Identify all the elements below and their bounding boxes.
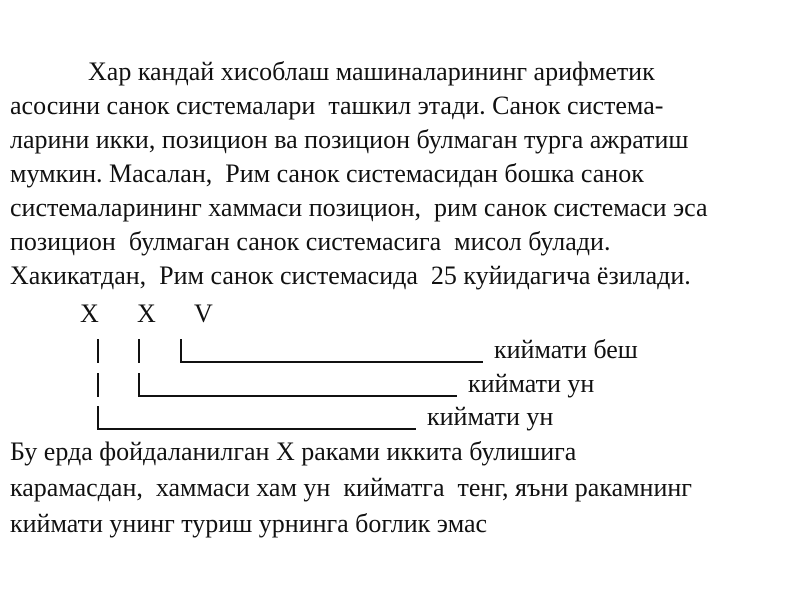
connector-x1 bbox=[97, 373, 99, 397]
roman-digit-v: V bbox=[194, 299, 213, 328]
value-label-ten: киймати ун bbox=[427, 402, 554, 431]
diagram-row-v bbox=[0, 333, 800, 367]
value-label-ten: киймати ун bbox=[468, 369, 595, 398]
leader-line-x2 bbox=[139, 395, 457, 397]
text-line: ларини икки, позицион ва позицион булмаган турга ажратиш bbox=[10, 125, 689, 154]
diagram-row-x2 bbox=[0, 367, 800, 401]
text-line: позицион булмаган санок системасига мисол булади. bbox=[10, 227, 611, 256]
text-line: киймати унинг туриш урнинга боглик эмас bbox=[10, 509, 488, 538]
text-line: Хар кандай хисоблаш машиналарининг арифметик bbox=[10, 57, 655, 86]
text-line: асосини санок системалари ташкил этади. Санок система- bbox=[10, 91, 664, 120]
leader-line-x1 bbox=[98, 428, 416, 430]
connector-x2 bbox=[138, 373, 140, 397]
text-line: Бу ерда фойдаланилган X раками иккита булишига bbox=[10, 437, 577, 466]
value-label-five: киймати беш bbox=[494, 335, 638, 364]
text-line: мумкин. Масалан, Рим санок системасидан бошка санок bbox=[10, 159, 644, 188]
roman-digit-x1: X bbox=[80, 299, 99, 328]
text-line: Хакикатдан, Рим санок системасида 25 куйидагича ёзилади. bbox=[10, 261, 691, 290]
connector-x1 bbox=[97, 406, 99, 430]
roman-digit-x2: X bbox=[137, 299, 156, 328]
connector-v bbox=[180, 339, 182, 363]
leader-line-v bbox=[181, 361, 483, 363]
diagram-row-x1 bbox=[0, 400, 800, 434]
text-line: системаларининг хаммаси позицион, рим санок системаси эса bbox=[10, 193, 708, 222]
text-line: карамасдан, хаммаси хам ун кийматга тенг, яъни ракамнинг bbox=[10, 473, 692, 502]
connector-x1 bbox=[97, 339, 99, 363]
connector-x2 bbox=[138, 339, 140, 363]
